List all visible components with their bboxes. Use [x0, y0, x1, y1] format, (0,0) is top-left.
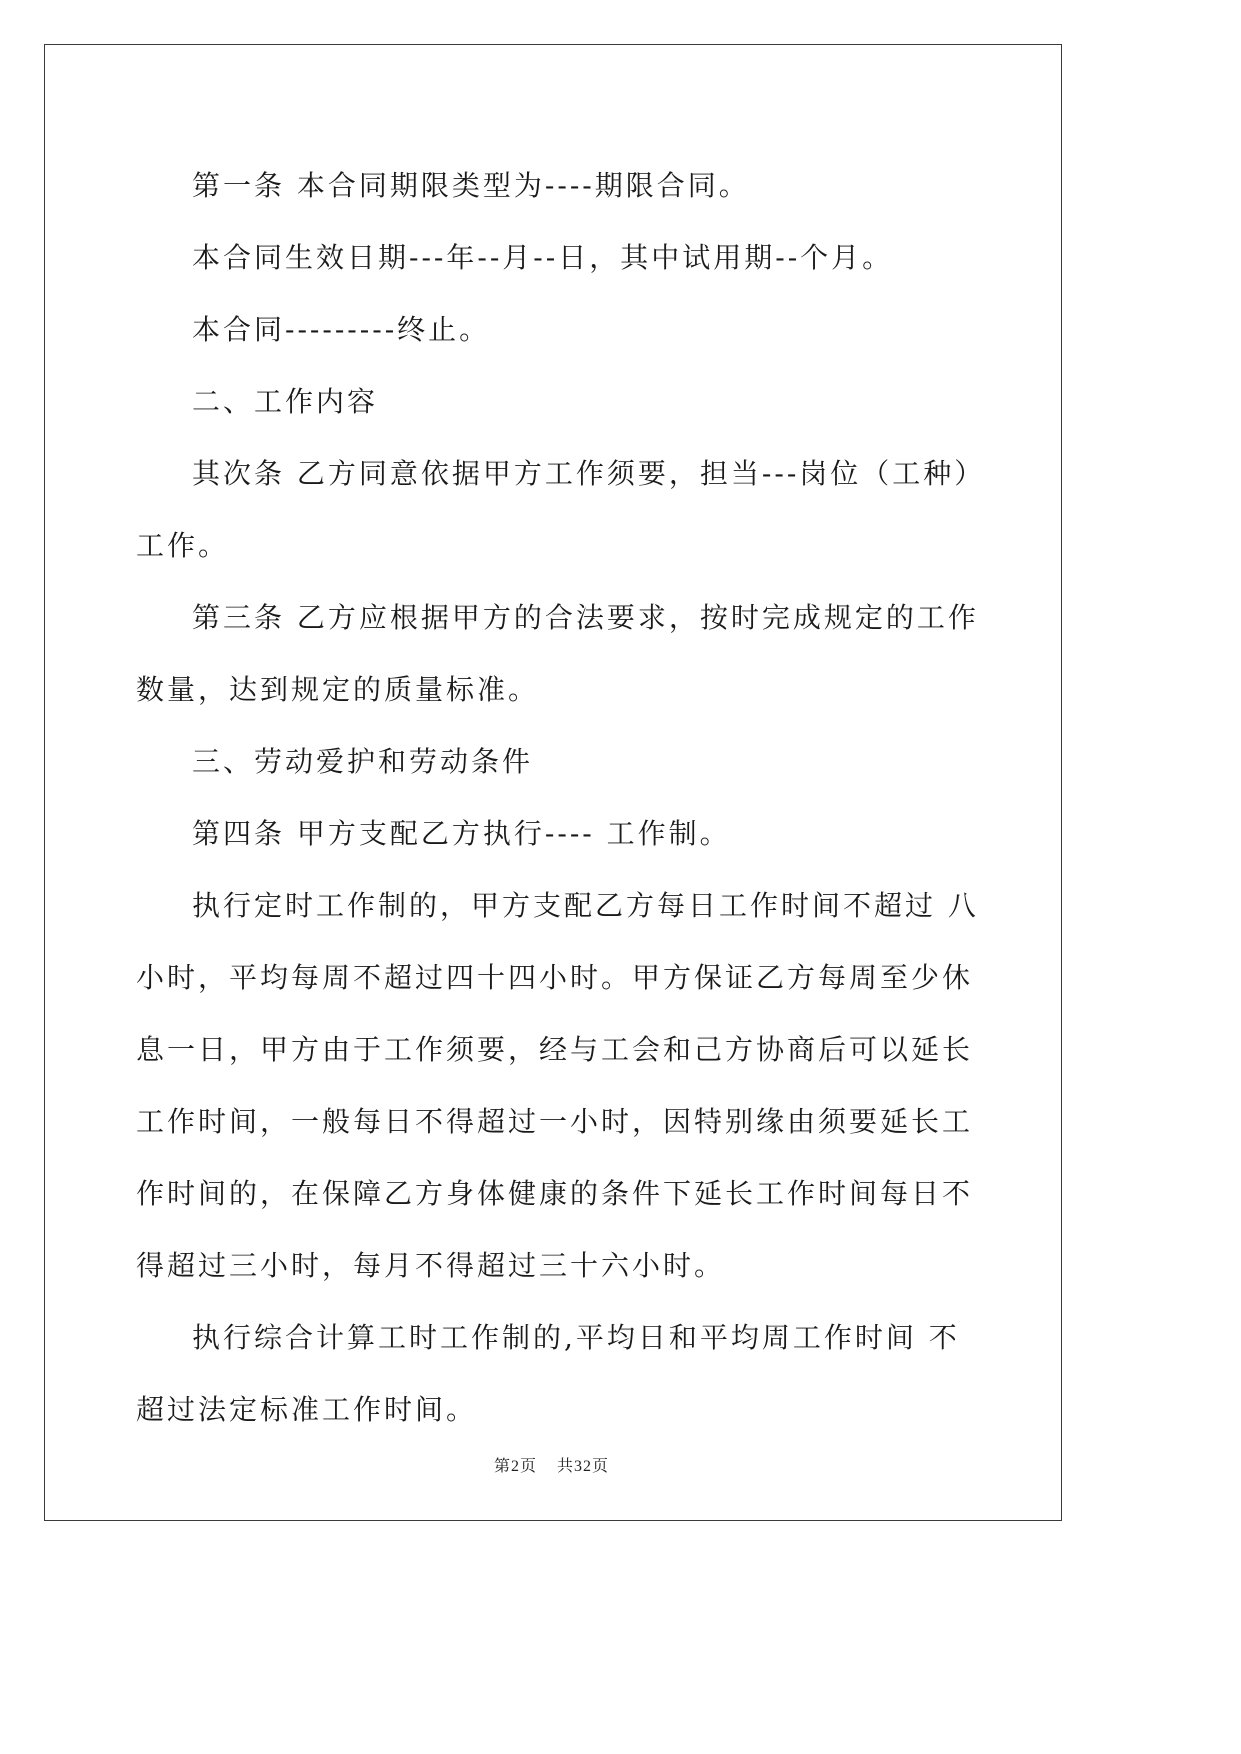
page-footer: [0, 1453, 1103, 1476]
fixed-hours-paragraph: 执行定时工作制的，甲方支配乙方每日工作时间不超过 八小时，平均每周不超过四十四小时。甲方保证乙方每周至少休息一日，甲方由于工作须要，经与工会和己方协商后可以延长工作时间，一般每日不得超过一小时，因特别缘由须要延长工作时间的，在保障乙方身体健康的条件下延长工作时间每日不得超过三小时，每月不得超过三十六小时。: [136, 889, 979, 1282]
termination-paragraph: 本合同---------终止。: [192, 313, 491, 346]
page-total: 共32页: [557, 1458, 610, 1475]
section-heading-labor-protection: 三、劳动爱护和劳动条件: [192, 745, 534, 778]
clause-3-quality: 第三条 乙方应根据甲方的合法要求，按时完成规定的工作数量，达到规定的质量标准。: [136, 601, 979, 706]
comprehensive-hours-paragraph: 执行综合计算工时工作制的,平均日和平均周工作时间 不超过法定标准工作时间。: [136, 1321, 960, 1426]
clause-2-position: 其次条 乙方同意依据甲方工作须要，担当---岗位（工种）工作。: [136, 457, 986, 562]
page-number: 第2页: [493, 1458, 537, 1475]
document-body: [136, 150, 986, 1446]
clause-1-term-type: 第一条 本合同期限类型为----期限合同。: [192, 169, 750, 202]
effective-date-paragraph: 本合同生效日期---年--月--日，其中试用期--个月。: [192, 241, 894, 274]
section-heading-work-content: 二、工作内容: [192, 385, 379, 418]
clause-4-work-system: 第四条 甲方支配乙方执行---- 工作制。: [192, 817, 731, 850]
